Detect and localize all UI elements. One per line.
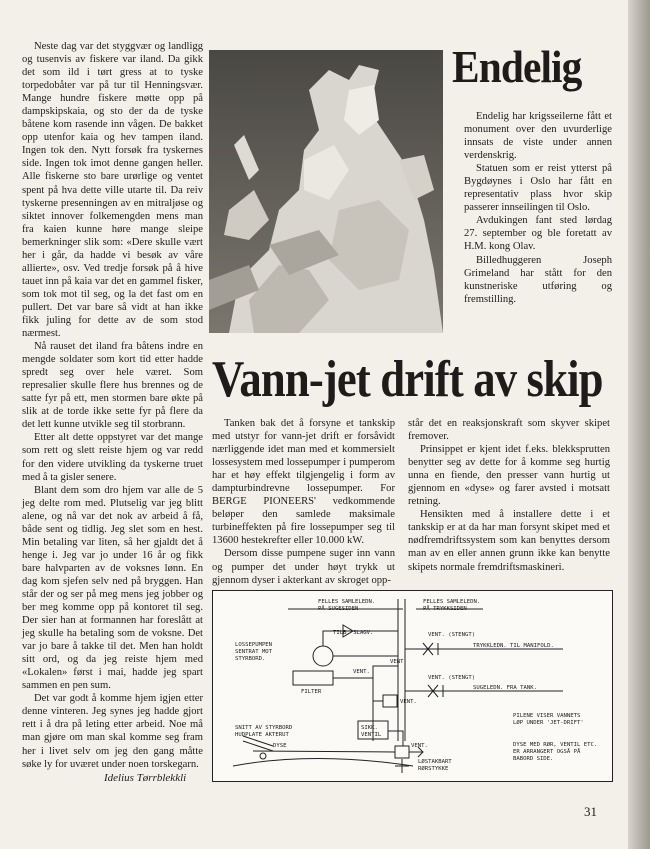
- signature: Idelius Tørrblekkli: [104, 772, 187, 784]
- page-edge: [628, 0, 650, 849]
- left-article: [22, 40, 203, 771]
- vann-jet-column-2: [408, 417, 610, 574]
- label-dyse-note-1: DYSE MED RØR, VENTIL ETC.: [513, 742, 598, 748]
- label-dyse-note-3: BABORD SIDE.: [513, 756, 554, 762]
- label-filter: FILTER: [301, 689, 322, 695]
- label-sugeledn: SUGELEDN. FRA TANK.: [473, 685, 537, 691]
- vann-jet-title: Vann-jet drift av skip: [212, 351, 603, 408]
- label-snitt-1: SNITT AV STYRBORD: [235, 725, 293, 731]
- label-losse-1: LOSSEPUMPEN: [235, 642, 273, 648]
- label-felles-trykk-1: FELLES SAMLELEDN.: [423, 599, 481, 605]
- paragraph: Neste dag var det styggvær og landligg og tusenvis av fiskere var iland. Da gikk det som ild i tørt gress at to tyske torpedobåter var på tur til Henningsvær. Mange hundre fiskere møtte opp på dampskipskaia, og sto der da de tyske båtene kom rasende inn vågen. De bakket opp utenfor kaia og hev tampen iland. Ingen tok den. Nytt forsøk fra tyskernes side. Ingen tok imot denne gangen heller. Alle fiskerne sto bare urørlige og ventet spent på hva dette ville utarte til. Da reiv tyskerne presenningen av en mitraljøse og siktet innover folkemengden mens man fra kaien kunne høre mange sleipe bemerkninger slik som: «Dere skulle vært her i går, da hadde vi besøk av våre allierte», osv. Ved tredje forsøk på å hive tauet inn på kaia var det en gammel fisker, som tok mot til seg, og la det fast om en pullert. Det var bare så vidt at han ikke fikk juling for dette av de som stod nærmest.: [22, 41, 203, 340]
- label-vent-stengt-2: VENT. (STENGT): [428, 675, 476, 681]
- paragraph: Prinsippet er kjent idet f.eks. blekksprutten benytter seg av dette for å komme seg hurtig unna en fiende, den presser vann hurtig ut gjennom en «dyse» og farer avsted i motsatt retning.: [408, 444, 610, 508]
- label-vent-3: VENT.: [400, 699, 417, 705]
- label-snitt-2: HUDPLATE AKTERUT: [235, 732, 289, 738]
- label-vent-stengt: VENT. (STENGT): [428, 632, 476, 638]
- pump-diagram: [212, 590, 613, 782]
- label-vent-1: VENT.: [353, 669, 370, 675]
- vann-jet-column-1: [212, 417, 395, 587]
- label-felles-suge-1: FELLES SAMLELEDN.: [318, 599, 376, 605]
- paragraph: Blant dem som dro hjem var alle de 5 jeg delte rom med. Plutselig var jeg blitt alene, og nå var det nok av arbeid å få, både sent og tidlig. Jeg slet som en hest. Min betaling var liten, så her gjaldt det å henge i. Jeg var jo under 16 år og fikk bare halvparten av de voksnes lønn. En dag kom sjefen selv ned på bryggen. Han står der og ser på meg mens jeg jobber og ber meg komme opp på kontoret til seg. Der sier han at formannen har foreslått at jeg skulle ha betaling som de voksne. Det var jo bare å takke til det. Men han holdt sitt ord, og da jeg reiste hjem med «Lokalen» først i mai, hadde jeg spart sammen en pen sum.: [22, 484, 203, 692]
- paragraph: Tanken bak det å forsyne et tankskip med utstyr for vann-jet drift er forsåvidt nærliggende idet man med et kommersielt lossesystem med lossepumper i pumperom har et høy effekt tilgjengelig i form av dampturbindrevne lossepumper. For BERGE PIONEERS' vedkommende beløper den samlede maksimale turbineffekten på fire lossepumper seg til 13600 hestekrefter eller 10.000 kW.: [212, 418, 395, 547]
- paragraph: Avdukingen fant sted lørdag 27. september og ble foretatt av H.M. kong Olav.: [464, 215, 612, 253]
- label-felles-trykk-2: PÅ TRYKKSIDEN: [423, 606, 467, 612]
- label-dyse: DYSE: [273, 743, 287, 749]
- label-sikk-2: VENTIL: [361, 732, 382, 738]
- label-dyse-note-2: ER ARRANGERT OGSÅ PÅ: [513, 749, 581, 755]
- label-vent-2: VENT.: [390, 659, 407, 665]
- page-number: 31: [584, 804, 597, 819]
- label-tilb: TILB. SLAGV.: [333, 630, 374, 636]
- paragraph: Statuen som er reist ytterst på Bygdøynes i Oslo har fått en representativ plass hvor skip passerer innseilingen til Oslo.: [464, 163, 612, 214]
- label-losse-3: STYRBORD.: [235, 656, 266, 662]
- endelig-text: [464, 110, 612, 306]
- label-lostaker-1: LØSTAKBART: [418, 759, 452, 765]
- paragraph: Nå rauset det iland fra båtens indre en mengde soldater som kort tid etter hadde spredt seg over hele været. Som represalier skulle flere hus brennes og de satte fyr på ett, men stormen bare økte på slik at de torde ikke sette fyr på flere da det lett kunne utvikle seg til storbrann.: [22, 341, 203, 431]
- label-trykkledn: TRYKKLEDN. TIL MANIFOLD.: [473, 643, 554, 649]
- endelig-title: Endelig: [452, 41, 582, 92]
- label-losse-2: SENTRAT MOT: [235, 649, 273, 655]
- paragraph: Dersom disse pumpene suger inn vann og pumper det under høyt trykk ut gjennom dyser i akterkant av skroget opp-: [212, 548, 395, 586]
- label-sikk-1: SIKK.: [361, 725, 378, 731]
- label-lostaker-2: RØRSTYKKE: [418, 766, 449, 772]
- paragraph: står det en reaksjonskraft som skyver skipet fremover.: [408, 418, 610, 443]
- paragraph: Hensikten med å installere dette i et tankskip er at da har man forsynt skipet med et nødfremdriftssystem som kan benyttes dersom man av en eller annen grunn ikke kan benytte skipets normale fremdriftsmaskineri.: [408, 509, 610, 573]
- monument-photo: [209, 50, 443, 333]
- paragraph: Billedhuggeren Joseph Grimeland har stått for den kunstneriske utføring og fremstilling.: [464, 254, 612, 305]
- paragraph: Det var godt å komme hjem igjen etter denne vinteren. Jeg synes jeg hadde gjort rett i å dra på leting etter arbeid. Noe må man gjøre om man skal komme seg fram her i livet selv om jeg den gang måtte søke ly for uværet under noen torskegarn.: [22, 693, 203, 770]
- paragraph: Etter alt dette oppstyret var det mange som rett og slett reiste hjem og var redd for den videre utvikling da tyskerne truet med å ta gisler senere.: [22, 432, 203, 483]
- label-piler-1: PILENE VISER VANNETS: [513, 713, 581, 719]
- label-vent-4: VENT.: [411, 743, 428, 749]
- label-piler-2: LØP UNDER 'JET-DRIFT': [513, 720, 584, 726]
- paragraph: Endelig har krigsseilerne fått et monument over den uvurderlige innsats de viste under annen verdenskrig.: [464, 111, 612, 162]
- label-felles-suge-2: PÅ SUGESIDEN: [318, 606, 359, 612]
